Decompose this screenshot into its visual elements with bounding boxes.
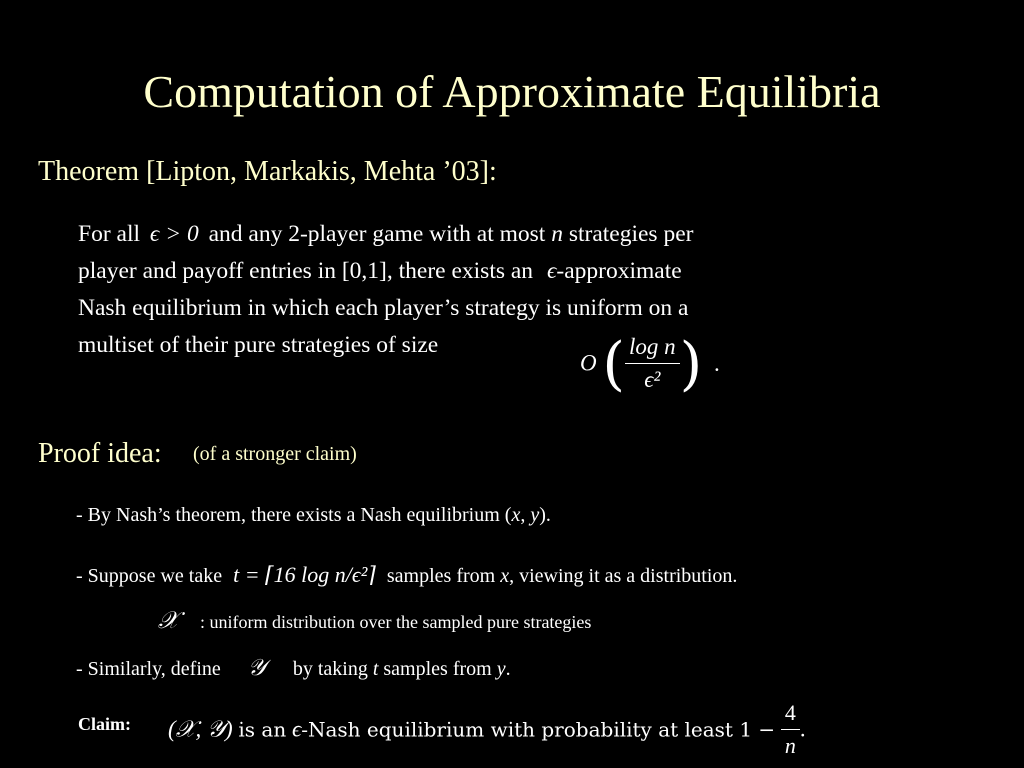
step-text: , [520, 504, 531, 526]
variable-t: t [372, 658, 379, 680]
big-o: O [580, 350, 597, 376]
claim-statement [168, 692, 806, 764]
theorem-line-3: Nash equilibrium in which each player’s strategy is uniform on a [78, 295, 689, 321]
step-text: - Suppose we take [76, 565, 223, 587]
theorem-heading: Theorem [Lipton, Markakis, Mehta ’03]: [38, 156, 497, 187]
proof-heading: Proof idea: [38, 438, 162, 469]
claim-label: Claim: [78, 714, 131, 734]
size-fraction [625, 333, 680, 394]
calligraphic-y-symbol: 𝒴 [247, 655, 266, 680]
variable-y: y [530, 504, 540, 526]
period: . [714, 350, 720, 376]
theorem-line-1 [78, 219, 693, 249]
step-text: samples from [383, 658, 492, 680]
fraction-denominator: ϵ² [644, 367, 661, 393]
claim-text: is an [238, 717, 287, 742]
calligraphic-x [158, 607, 179, 635]
theorem-line-4: multiset of their pure strategies of size [78, 332, 439, 358]
epsilon-condition: ϵ > 0 [149, 221, 199, 247]
theorem-text: and any 2-player game with at most [208, 221, 546, 247]
right-paren: ) [679, 329, 703, 398]
epsilon-symbol: ϵ [546, 258, 557, 284]
proof-step-3 [76, 655, 511, 682]
theorem-text: strategies per [568, 221, 694, 247]
step-text: samples from [386, 565, 496, 587]
probability-fraction [781, 699, 800, 760]
proof-step-2 [76, 562, 737, 589]
slide-title: Computation of Approximate Equilibria [143, 66, 881, 117]
theorem-line-2 [78, 256, 682, 286]
step-text: ). [539, 504, 551, 526]
period: . [799, 716, 806, 742]
theorem-text: player and payoff entries in [0,1], there exists an [78, 258, 534, 284]
claim-text: -Nash equilibrium with probability at least 1 − [301, 717, 776, 742]
variable-x: x [500, 565, 510, 587]
theorem-text: For all [78, 221, 141, 247]
proof-step-1 [76, 502, 551, 528]
variable-x: x [511, 504, 521, 526]
step-text: by taking [292, 658, 368, 680]
step-text: - By Nash’s theorem, there exists a Nash equilibrium ( [76, 504, 512, 526]
fraction-numerator: 4 [781, 699, 800, 730]
epsilon-symbol: ϵ [291, 716, 302, 742]
size-formula [580, 322, 720, 402]
calligraphic-x-symbol: 𝒳 [158, 608, 179, 634]
fraction-denominator: n [784, 733, 796, 759]
calligraphic-x-description: : uniform distribution over the sampled pure strategies [200, 612, 592, 632]
step-text: , viewing it as a distribution. [509, 565, 738, 587]
variable-n: n [551, 221, 563, 247]
step-text: - Similarly, define [76, 658, 221, 680]
theorem-text: -approximate [556, 258, 682, 284]
proof-note: (of a stronger claim) [193, 443, 357, 465]
strategy-pair: (𝒳, 𝒴) [168, 716, 233, 742]
sample-count-formula: t = ⌈16 log n/ϵ²⌉ [233, 562, 376, 587]
left-paren: ( [602, 329, 626, 398]
variable-y: y [496, 658, 506, 680]
step-text: . [505, 658, 511, 680]
fraction-numerator: log n [625, 333, 680, 364]
